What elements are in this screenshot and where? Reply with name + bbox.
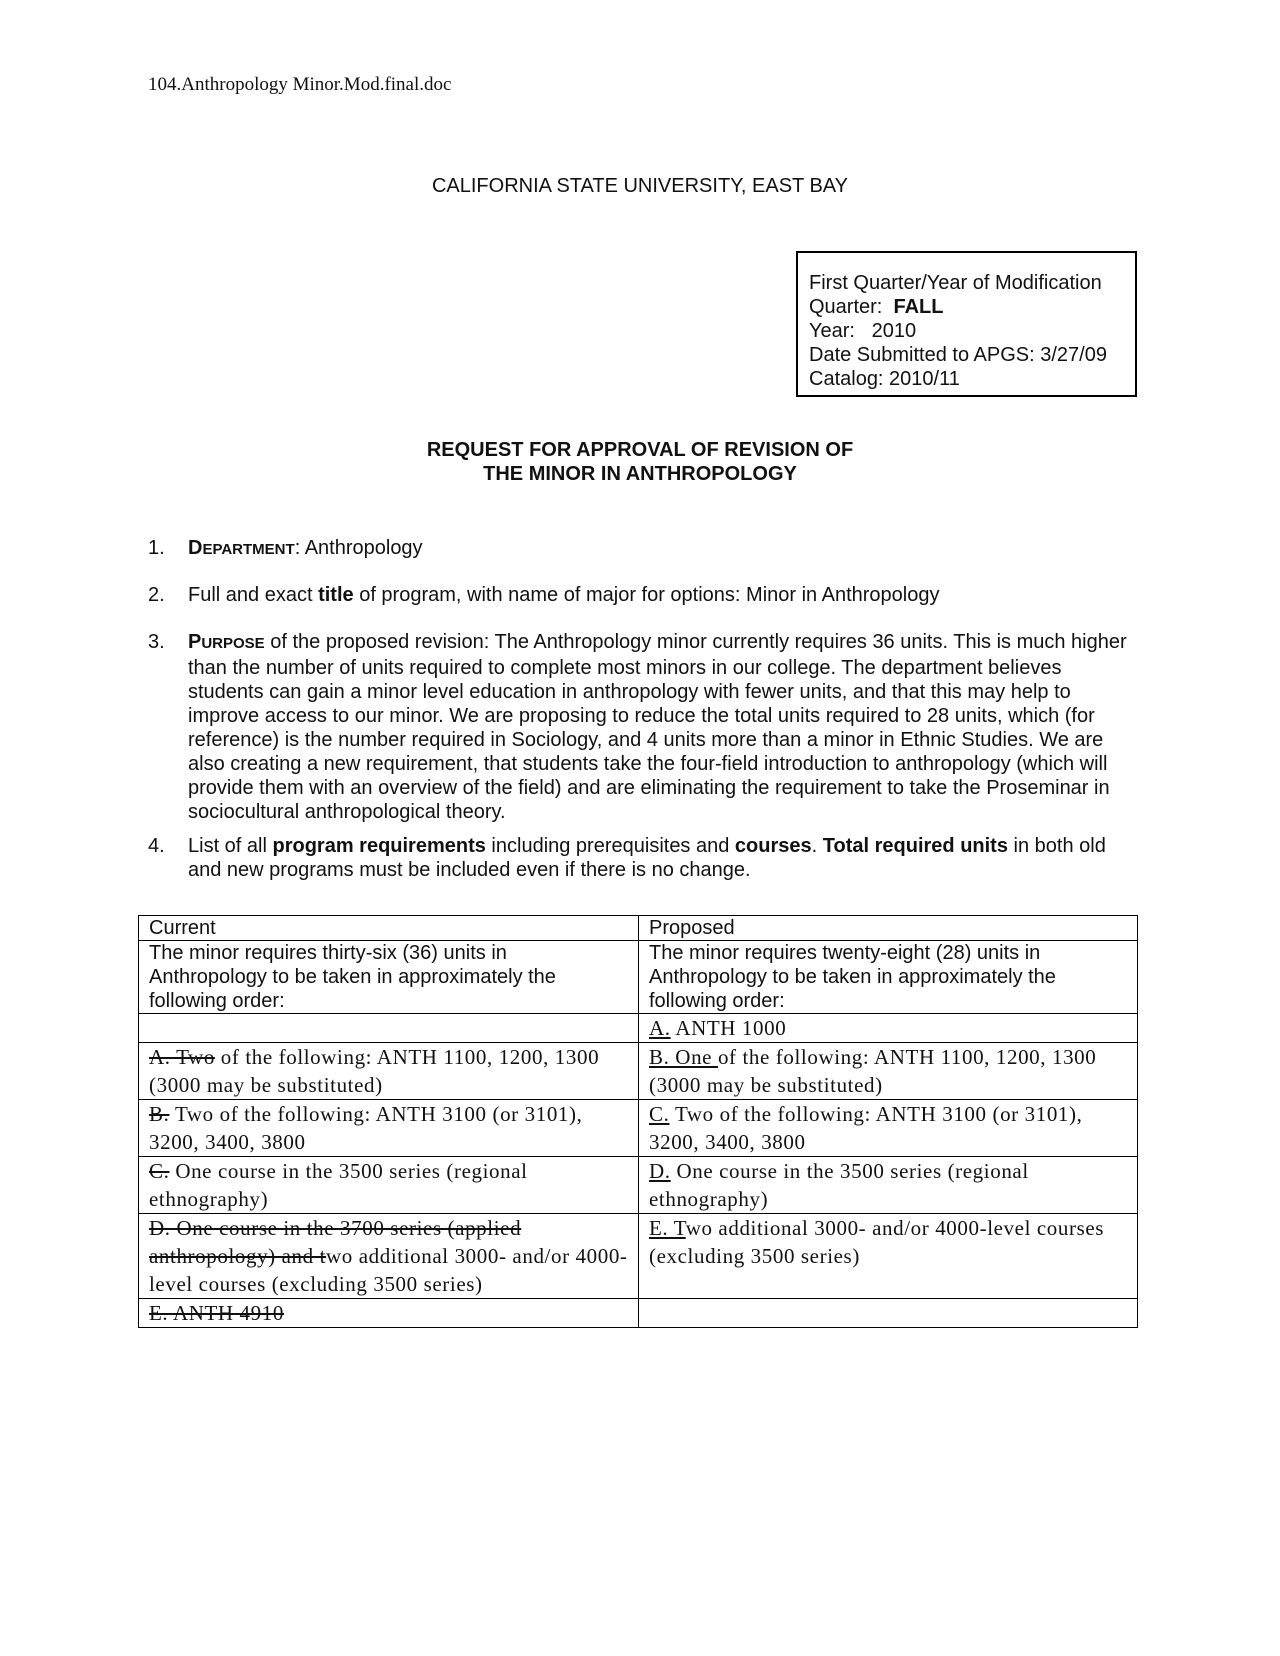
requirements-text-3: .	[811, 835, 823, 857]
rowC-current	[139, 1100, 639, 1157]
purpose-label-rest: URPOSE	[201, 635, 265, 652]
rowD-current	[139, 1157, 639, 1214]
modification-heading: First Quarter/Year of Modification	[809, 272, 1102, 294]
item-program-title	[148, 583, 1138, 607]
department-value: : Anthropology	[294, 537, 423, 559]
purpose-label-initial: P	[188, 631, 202, 653]
quarter-value: FALL	[893, 296, 944, 318]
rowD-proposed	[639, 1157, 1138, 1214]
rowF-proposed	[639, 1299, 1138, 1328]
rowB-proposed	[639, 1043, 1138, 1100]
cell-text: One course in the 3500 series (regional ethnography)	[649, 1159, 1029, 1211]
deleted-text: E. ANTH 4910	[149, 1301, 284, 1325]
inserted-label: A.	[649, 1016, 671, 1040]
intro-current: The minor requires thirty-six (36) units in Anthropology to be taken in approximately the following order:	[139, 941, 639, 1014]
header-current: Current	[139, 916, 639, 941]
program-title-prefix: Full and exact	[188, 584, 319, 606]
rowA-current	[139, 1014, 639, 1043]
header-proposed: Proposed	[639, 916, 1138, 941]
rowF-current	[139, 1299, 639, 1328]
request-title-line1: REQUEST FOR APPROVAL OF REVISION OF	[426, 439, 854, 461]
requirements-text-1: List of all	[188, 835, 273, 857]
requirements-bold-2: courses	[734, 835, 812, 857]
deleted-text: C.	[149, 1159, 170, 1183]
program-title-value: of program, with name of major for options: Minor in Anthropology	[353, 584, 940, 606]
quarter-line	[809, 295, 1125, 319]
rowE-proposed	[639, 1214, 1138, 1299]
requirements-text-2: including prerequisites and	[485, 835, 735, 857]
table-header-row	[139, 916, 1138, 941]
table-row	[139, 941, 1138, 1014]
item-program-requirements	[148, 834, 1138, 882]
quarter-label: Quarter:	[809, 296, 883, 318]
cell-text: Two of the following: ANTH 3100 (or 3101), 3200, 3400, 3800	[649, 1102, 1083, 1154]
request-title-line2: THE MINOR IN ANTHROPOLOGY	[483, 463, 797, 485]
item-department	[148, 536, 1138, 562]
deleted-text: A. Two	[149, 1045, 215, 1069]
requirements-bold-1: program requirements	[272, 835, 486, 857]
department-label-rest: EPARTMENT	[202, 541, 295, 558]
request-title	[0, 438, 1280, 486]
table-row	[139, 1100, 1138, 1157]
year-label: Year:	[809, 320, 855, 342]
rowB-current	[139, 1043, 639, 1100]
rowC-proposed	[639, 1100, 1138, 1157]
modification-info-box	[796, 251, 1137, 397]
year-line	[809, 319, 1125, 343]
item-number: 3.	[148, 631, 165, 653]
rowE-current	[139, 1214, 639, 1299]
program-title-bold: title	[318, 584, 354, 606]
document-filename: 104.Anthropology Minor.Mod.final.doc	[148, 74, 452, 95]
cell-text: One course in the 3500 series (regional ethnography)	[149, 1159, 528, 1211]
cell-text: Two of the following: ANTH 3100 (or 3101), 3200, 3400, 3800	[149, 1102, 583, 1154]
inserted-label: C.	[649, 1102, 670, 1126]
table-row	[139, 1214, 1138, 1299]
table-row	[139, 1299, 1138, 1328]
date-submitted: Date Submitted to APGS: 3/27/09	[809, 344, 1107, 366]
table-row	[139, 1043, 1138, 1100]
deleted-text: B.	[149, 1102, 170, 1126]
cell-text: wo additional 3000- and/or 4000-level courses (excluding 3500 series)	[649, 1216, 1105, 1268]
table-row	[139, 1014, 1138, 1043]
table-row	[139, 1157, 1138, 1214]
requirements-bold-3: Total required units	[822, 835, 1008, 857]
inserted-label: D.	[649, 1159, 671, 1183]
university-name: CALIFORNIA STATE UNIVERSITY, EAST BAY	[431, 175, 849, 197]
item-number: 1.	[148, 537, 165, 559]
cell-text: of the following: ANTH 1100, 1200, 1300 (3000 may be substituted)	[149, 1045, 600, 1097]
cell-text: wo additional 3000- and/or 4000-level courses (excluding 3500 series)	[149, 1244, 628, 1296]
requirements-text-4: in both old and new programs must be included even if there is no change.	[188, 835, 1106, 881]
deleted-text: D. One course in the 3700 series (applied anthropology) and t	[149, 1216, 522, 1268]
catalog-year: Catalog: 2010/11	[809, 368, 960, 390]
purpose-text: of the proposed revision: The Anthropology minor currently requires 36 units. This is much higher than the number of units required to complete most minors in our college. The department believes students can gain a minor level education in anthropology with fewer units, and that this may help to improve access to our minor. We are proposing to reduce the total units required to 28 units, which (for reference) is the number required in Sociology, and 4 units more than a minor in Ethnic Studies. We are also creating a new requirement, that students take the four-field introduction to anthropology (which will provide them with an overview of the field) and are eliminating the requirement to take the Proseminar in sociocultural anthropological theory.	[188, 631, 1127, 823]
item-number: 4.	[148, 835, 165, 857]
department-label-initial: D	[188, 537, 203, 559]
rowA-proposed	[639, 1014, 1138, 1043]
item-purpose	[148, 630, 1138, 824]
inserted-label: B. One	[649, 1045, 718, 1069]
item-number: 2.	[148, 584, 165, 606]
year-value: 2010	[871, 320, 917, 342]
cell-text: ANTH 1000	[670, 1016, 787, 1040]
requirements-table	[138, 915, 1138, 1328]
intro-proposed: The minor requires twenty-eight (28) units in Anthropology to be taken in approximately the following order:	[639, 941, 1138, 1014]
cell-text: of the following: ANTH 1100, 1200, 1300 (3000 may be substituted)	[649, 1045, 1097, 1097]
inserted-label: E. T	[649, 1216, 686, 1240]
